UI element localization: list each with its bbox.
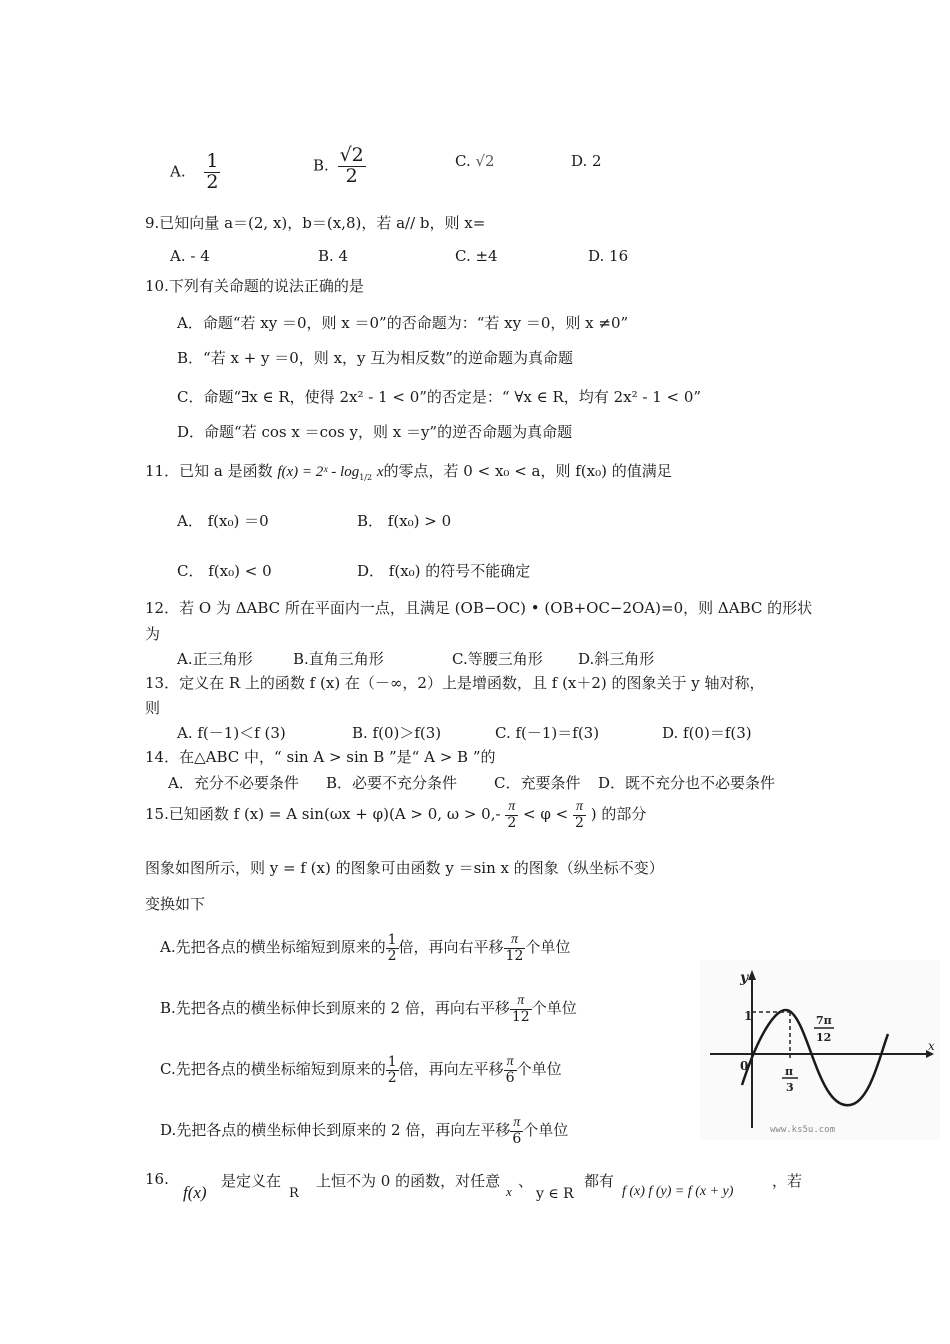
numerator: π: [510, 994, 532, 1010]
q16-text-3: 都有: [584, 1172, 615, 1190]
q11-stem: [145, 460, 672, 482]
q16-text-1: 是定义在: [221, 1172, 282, 1190]
stem-part: ) 的部分: [590, 805, 647, 824]
option-label: C.: [455, 152, 471, 170]
option-label: B.: [313, 156, 329, 175]
fraction-pi-over-6: [510, 1116, 523, 1146]
numerator: 1: [206, 150, 219, 172]
q14-stem: 14．在△ABC 中，“ sin A > sin B ”是“ A > B ”的: [145, 748, 496, 766]
q13-option-d: D. f(0)＝f(3): [662, 724, 752, 742]
fraction-pi-over-2: [573, 800, 586, 830]
q10-option-a: A．命题“若 xy ＝0，则 x ＝0”的否命题为：“若 xy ＝0，则 x ≠0”: [177, 314, 629, 332]
stem-suffix: 的零点，若 0 < x₀ < a，则 f(x₀) 的值满足: [383, 462, 672, 480]
option-value: 2: [592, 152, 602, 170]
function-expression: f(x) = 2ˣ - log: [277, 464, 360, 480]
fraction-one-half: [386, 933, 399, 963]
q10-option-d: D．命题“若 cos x ＝cos y，则 x ＝y”的逆否命题为真命题: [177, 423, 573, 441]
q12-stem-line2: 为: [145, 625, 161, 643]
stem-part: < φ <: [523, 805, 569, 824]
q15-option-d: [160, 1116, 568, 1146]
denominator: 6: [505, 1069, 515, 1086]
q10-option-b: B．“若 x + y ＝0，则 x，y 互为相反数”的逆命题为真命题: [177, 349, 573, 367]
y-axis-label: y: [740, 970, 749, 986]
numerator: 1: [387, 932, 397, 948]
q16-text-2: 上恒不为 0 的函数，对任意: [316, 1172, 501, 1190]
numerator: π: [504, 1055, 517, 1071]
q11-option-c: C． f(x₀) < 0: [177, 562, 272, 580]
twelve-label: 12: [816, 1031, 832, 1044]
q16-separator: 、: [518, 1172, 534, 1190]
q13-option-b: B. f(0)＞f(3): [352, 724, 442, 742]
q11-option-b: B． f(x₀) > 0: [357, 512, 452, 530]
x-axis-label: x: [928, 1039, 935, 1053]
q8-option-c: [455, 152, 495, 170]
q13-stem-line2: 则: [145, 699, 161, 717]
three-label: 3: [786, 1081, 794, 1094]
stem-prefix: 11．已知 a 是函数: [145, 462, 273, 480]
q11-option-d: D． f(x₀) 的符号不能确定: [357, 562, 531, 580]
sine-graph-figure: [700, 960, 940, 1140]
q15-stem-line3: 变换如下: [145, 895, 206, 913]
option-text: B.先把各点的横坐标伸长到原来的 2 倍，再向右平移: [160, 999, 510, 1018]
q16-R: R: [289, 1186, 299, 1201]
q12-option-c: C.等腰三角形: [452, 650, 543, 668]
q15-option-b: [160, 994, 577, 1024]
option-text: A.先把各点的横坐标缩短到原来的: [160, 938, 386, 957]
option-text: 个单位: [523, 1121, 569, 1140]
q15-stem-line2: 图象如图所示，则 y = f (x) 的图象可由函数 y ＝sin x 的图象（纵坐标不变）: [145, 859, 664, 877]
denominator: 2: [387, 947, 397, 964]
q8-option-d: [571, 152, 602, 170]
option-text: 个单位: [531, 999, 577, 1018]
q8-option-a: [170, 152, 220, 193]
q13-stem-line1: 13．定义在 R 上的函数 f (x) 在（－∞，2）上是增函数，且 f (x＋2) 的图象关于 y 轴对称，: [145, 674, 765, 692]
fraction-one-half: [386, 1055, 399, 1085]
denominator: 2: [507, 814, 517, 831]
denominator: 2: [575, 814, 584, 831]
q12-option-b: B.直角三角形: [293, 650, 384, 668]
fraction: [338, 146, 366, 187]
q10-option-c: C．命题“∃x ∈ R，使得 2x² - 1 < 0”的否定是：“ ∀x ∈ R，均有 2x² - 1 < 0”: [177, 388, 702, 406]
q9-stem: 9.已知向量 a＝(2, x)，b＝(x,8)，若 a// b，则 x=: [145, 214, 486, 232]
q14-option-a: A．充分不必要条件: [168, 774, 299, 792]
q16-y-in-R: y ∈ R: [536, 1186, 574, 1202]
one-label: 1: [744, 1009, 753, 1023]
q13-option-a: A. f(－1)＜f (3): [177, 724, 286, 742]
option-value: √2: [475, 152, 495, 170]
q11-option-a: A． f(x₀) ＝0: [177, 512, 269, 530]
q12-stem-line1: 12．若 O 为 ΔABC 所在平面内一点，且满足 (OB−OC) • (OB+OC−2OA)=0，则 ΔABC 的形状: [145, 599, 813, 617]
numerator: π: [504, 933, 526, 949]
q9-option-a: A. - 4: [170, 247, 210, 265]
q16-text-4: ，若: [772, 1172, 803, 1190]
q9-option-b: B. 4: [318, 247, 349, 265]
q15-option-a: [160, 933, 570, 963]
denominator: 2: [387, 1069, 397, 1086]
q16-x: x: [506, 1184, 512, 1199]
q12-option-d: D.斜三角形: [578, 650, 655, 668]
stem-part: 15.已知函数 f (x) = A sin(ωx + φ)(A > 0, ω > 0,-: [145, 805, 501, 824]
fraction-pi-over-6: [504, 1055, 517, 1085]
q16-number: 16.: [145, 1170, 169, 1188]
q9-option-d: D. 16: [588, 247, 629, 265]
option-text: 倍，再向右平移: [398, 938, 504, 957]
fraction-pi-over-2: [505, 800, 518, 830]
denominator: 12: [505, 947, 524, 964]
option-label: D.: [571, 152, 588, 170]
q12-option-a: A.正三角形: [177, 650, 253, 668]
option-text: D.先把各点的横坐标伸长到原来的 2 倍，再向左平移: [160, 1121, 511, 1140]
numerator: π: [510, 1116, 523, 1132]
q14-option-c: C．充要条件: [494, 774, 581, 792]
denominator: 6: [512, 1130, 522, 1147]
q14-option-b: B．必要不充分条件: [326, 774, 458, 792]
seven-pi-label: 7π: [816, 1014, 832, 1027]
q8-option-b: [313, 146, 366, 187]
q10-stem: 10.下列有关命题的说法正确的是: [145, 277, 364, 295]
q15-stem: [145, 800, 646, 830]
pi-label: π: [785, 1065, 794, 1078]
denominator: 2: [345, 164, 358, 187]
option-text: 个单位: [516, 1060, 562, 1079]
q16-equation: f (x) f (y) = f (x + y): [622, 1184, 734, 1199]
fraction-pi-over-12: [504, 933, 526, 963]
denominator: 2: [206, 170, 219, 193]
option-text: 个单位: [525, 938, 571, 957]
fraction-pi-over-12: [510, 994, 532, 1024]
q15-option-c: [160, 1055, 562, 1085]
log-base: 1/2: [359, 473, 373, 482]
numerator: √2: [339, 144, 364, 166]
watermark: www.ks5u.com: [770, 1125, 836, 1135]
q14-option-d: D．既不充分也不必要条件: [598, 774, 776, 792]
option-text: 倍，再向左平移: [398, 1060, 504, 1079]
option-label: A.: [170, 162, 186, 181]
fraction: [204, 152, 220, 193]
figure-background: [700, 960, 940, 1140]
q9-option-c: C. ±4: [455, 247, 498, 265]
function-argument: x: [376, 464, 384, 480]
denominator: 12: [511, 1008, 530, 1025]
q16-fx: f(x): [183, 1183, 207, 1202]
numerator: 1: [387, 1054, 397, 1070]
q13-option-c: C. f(－1)＝f(3): [495, 724, 600, 742]
numerator: π: [505, 800, 518, 816]
numerator: π: [573, 800, 586, 816]
option-text: C.先把各点的横坐标缩短到原来的: [160, 1060, 386, 1079]
origin-label: 0: [740, 1059, 749, 1073]
